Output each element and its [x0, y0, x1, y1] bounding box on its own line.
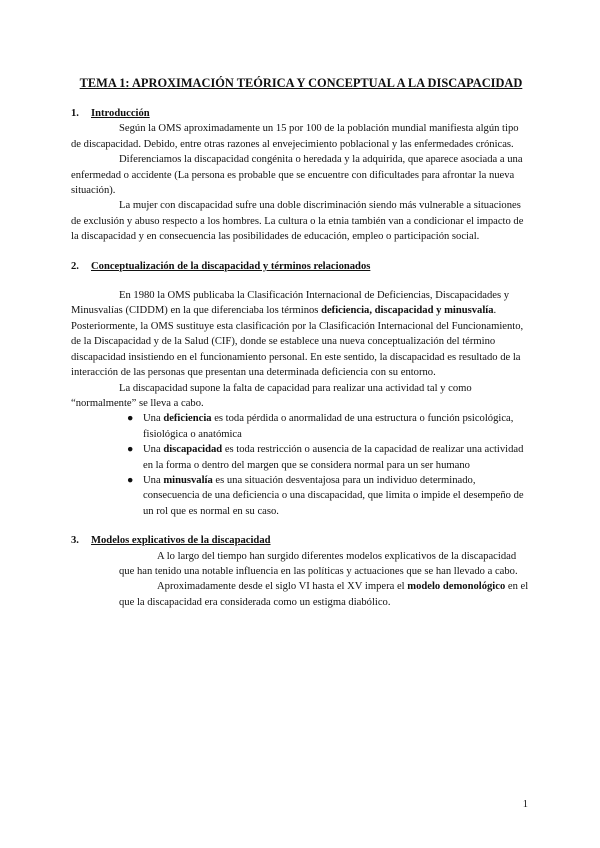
bold-term: modelo demonológico	[407, 581, 506, 593]
text-run: Una	[143, 474, 164, 486]
paragraph: La mujer con discapacidad sufre una doble discriminación siendo más vulnerable a situaciones de exclusión y abuso respecto a los hombres. La cultura o la etnia también van a condicionar el impacto de la discapacidad y en consecuencia las posibilidades de educación, empleo o participación social.	[71, 200, 524, 243]
bullet-icon: ●	[127, 413, 134, 425]
paragraph: Según la OMS aproximadamente un 15 por 100 de la población mundial manifiesta algún tipo de discapacidad. Debido, entre otras razones al envejecimiento poblacional y las enfermedades crónicas.	[71, 123, 519, 150]
paragraph	[71, 288, 531, 380]
page-number: 1	[522, 799, 528, 810]
section-number: 3.	[71, 535, 79, 547]
text-run: en el que la discapacidad era considerada como un estigma diabólico.	[119, 581, 529, 608]
section-number: 1.	[71, 108, 79, 119]
text-run: . Posteriormente, la OMS sustituye esta clasificación por la Clasificación Internacional del Funcionamiento, de la Discapacidad y de la Salud (CIF), donde se establece una nueva conceptualización del término discapacidad insistiendo en el funcionamiento personal. En este sentido, la discapacidad es resultado de la interacción de las personas que presentan una determinada deficiencia con su entorno.	[71, 305, 524, 379]
document-title: TEMA 1: APROXIMACIÓN TEÓRICA Y CONCEPTUAL A LA DISCAPACIDAD	[79, 76, 523, 90]
paragraph	[119, 579, 531, 610]
bold-term: deficiencia	[163, 413, 212, 425]
section-3-body	[119, 549, 531, 611]
paragraph: La discapacidad supone la falta de capacidad para realizar una actividad tal y como “normalmente” se lleva a cabo.	[71, 382, 472, 409]
text-run: En 1980 la OMS publicaba la Clasificación Internacional de Deficiencias, Discapacidades y Minusvalías (CIDDM) en la que diferenciaba los términos	[71, 290, 510, 317]
section-title: Conceptualización de la discapacidad y términos relacionados	[91, 260, 371, 272]
section-number: 2.	[71, 260, 79, 272]
definition-list	[71, 411, 531, 519]
paragraph: A lo largo del tiempo han surgido diferentes modelos explicativos de la discapacidad que han tenido una notable influencia en las políticas y actuaciones que se han llevado a cabo.	[119, 550, 518, 577]
bullet-icon: ●	[127, 474, 134, 486]
text-run: es toda pérdida o anormalidad de una estructura o función psicológica, fisiológica o anatómica	[143, 413, 514, 440]
section-title: Modelos explicativos de la discapacidad	[91, 535, 271, 547]
text-run: Una	[143, 413, 164, 425]
text-run: Aproximadamente desde el siglo VI hasta el XV impera el	[157, 581, 408, 593]
list-item	[127, 411, 531, 442]
text-run: Una	[143, 444, 164, 456]
bold-term: discapacidad	[163, 444, 223, 456]
section-heading-introduccion	[71, 106, 531, 121]
list-item	[127, 473, 531, 519]
list-item	[127, 442, 531, 473]
paragraph: Diferenciamos la discapacidad congénita o heredada y la adquirida, que aparece asociada a una enfermedad o accidente (La persona es probable que se encuentre con dificultades para afrontar la nueva situación).	[71, 154, 523, 197]
section-title: Introducción	[91, 108, 150, 119]
text-run: es toda restricción o ausencia de la capacidad de realizar una actividad en la forma o dentro del margen que se considera normal para un ser humano	[143, 444, 524, 471]
bold-term: deficiencia, discapacidad y minusvalía	[321, 305, 494, 317]
bold-term: minusvalía	[163, 474, 213, 486]
section-heading-modelos	[71, 533, 531, 548]
bullet-icon: ●	[127, 444, 134, 456]
section-heading-conceptualizacion	[71, 259, 531, 274]
text-run: es una situación desventajosa para un individuo determinado, consecuencia de una deficiencia o una discapacidad, que limita o impide el desempeño de un rol que es normal en su caso.	[143, 474, 524, 517]
page-content	[71, 74, 531, 610]
